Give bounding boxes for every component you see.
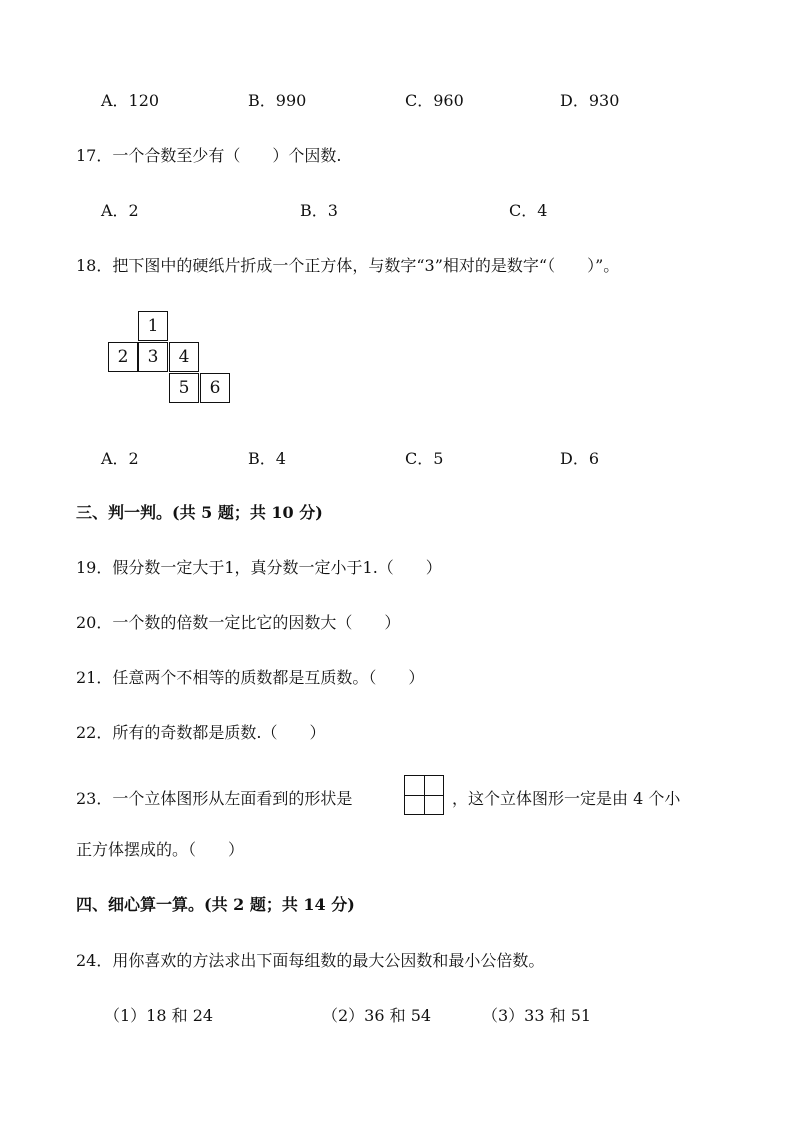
q16-option-c[interactable]: C．960 (405, 91, 464, 110)
question-19: 19．假分数一定大于1，真分数一定小于1.（ ） (76, 558, 442, 577)
q18-option-c[interactable]: C．5 (405, 449, 444, 468)
net-cell-4: 4 (169, 342, 199, 372)
q16-option-b[interactable]: B．990 (248, 91, 307, 110)
question-21: 21．任意两个不相等的质数都是互质数。（ ） (76, 668, 425, 687)
net-cell-3: 3 (138, 342, 168, 372)
section-3-title: 三、判一判。(共 5 题；共 10 分) (76, 503, 323, 522)
question-24: 24．用你喜欢的方法求出下面每组数的最大公因数和最小公倍数。 (76, 951, 545, 970)
q24-item-2: （2）36 和 54 (322, 1006, 432, 1025)
q17-option-c[interactable]: C．4 (509, 201, 548, 220)
net-cell-5: 5 (169, 373, 199, 403)
question-22: 22．所有的奇数都是质数.（ ） (76, 723, 326, 742)
question-17: 17．一个合数至少有（ ）个因数. (76, 146, 342, 165)
net-cell-6: 6 (200, 373, 230, 403)
q24-item-1: （1）18 和 24 (104, 1006, 214, 1025)
q17-option-a[interactable]: A．2 (101, 201, 139, 220)
q18-option-b[interactable]: B．4 (248, 449, 286, 468)
q18-option-d[interactable]: D．6 (560, 449, 600, 468)
question-23-part3: 正方体摆成的。（ ） (76, 840, 245, 859)
q24-item-3: （3）33 和 51 (482, 1006, 592, 1025)
question-23-part1: 23．一个立体图形从左面看到的形状是 (76, 789, 353, 808)
question-18: 18．把下图中的硬纸片折成一个正方体，与数字“3”相对的是数字“（ ）”。 (76, 256, 620, 275)
net-cell-1: 1 (138, 311, 168, 341)
question-20: 20．一个数的倍数一定比它的因数大（ ） (76, 613, 401, 632)
side-view-grid-icon (404, 775, 444, 815)
q17-option-b[interactable]: B．3 (300, 201, 338, 220)
q16-option-a[interactable]: A．120 (101, 91, 160, 110)
question-23-part2: ，这个立体图形一定是由 4 个小 (452, 789, 681, 808)
cube-net-figure (108, 311, 232, 405)
q16-option-d[interactable]: D．930 (560, 91, 620, 110)
net-cell-2: 2 (108, 342, 138, 372)
section-4-title: 四、细心算一算。(共 2 题；共 14 分) (76, 895, 355, 914)
q18-option-a[interactable]: A．2 (101, 449, 139, 468)
